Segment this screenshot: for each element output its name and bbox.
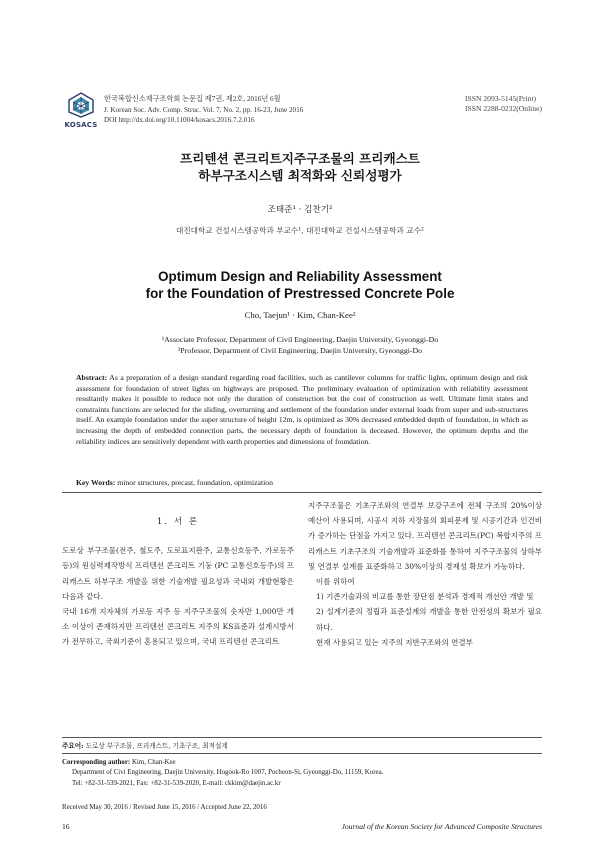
section-heading: 1. 서 론: [156, 517, 200, 527]
journal-citation-korean: 한국복합신소재구조학회 논문집 제7권, 제2호, 2016년 6월: [104, 95, 281, 103]
corresponding-label: Corresponding author:: [62, 759, 131, 766]
divider: [62, 737, 542, 738]
issn-print: ISSN 2093-5145(Print): [465, 94, 537, 103]
body-paragraph: 1) 기존기술과의 비교를 통한 장단점 분석과 경제적 개선안 개발 및: [316, 592, 534, 602]
body-paragraph: 이를 위하여: [316, 577, 355, 587]
body-paragraph: 2) 설계기준의 정립과 표준설계의 개발을 통한 안전성의 확보가 필요하다.: [316, 607, 542, 632]
logo-text: KOSACS: [64, 121, 98, 129]
divider: [62, 492, 542, 493]
body-paragraph: 도로상 부구조물(전주, 철도주, 도로표지판주, 교통신호등주, 가로등주 등)의 원심력제작방식 프리텐션 콘크리트 기둥 (PC 교통신호등주)의 프리캐스트 하부구조 개발을 위한 기술개발 필요성과 국내외 개발현황은 다음과 같다.: [62, 546, 294, 601]
doi-link[interactable]: DOI http://dx.doi.org/10.11004/kosacs.2016.7.2.016: [104, 116, 255, 125]
corresponding-address: Department of Civi Engineering, Daejin University, Hogook-Ro 1007, Pocheon-Si, Gyeonggi-Do, 11159, Korea.: [72, 769, 384, 777]
affiliation-line: ¹Associate Professor, Department of Civil Engineering, Daejin University, Gyeonggi-Do: [161, 335, 439, 344]
corresponding-name: Kim, Chan-Kee: [131, 759, 176, 766]
journal-citation: [104, 94, 303, 126]
issn-online: ISSN 2288-0232(Online): [465, 103, 542, 113]
body-paragraph: 국내 16개 지자체의 가로등 지주 등 지주구조물의 숫자만 1,000만 개소 이상이 존재하지만 프리텐션 콘크리트 지주의 KS표준과 설계시방서가 전무하고, 국외기준이 혼용되고 있으며, 국내 프리텐션 콘크리트: [62, 607, 294, 647]
keywords-text: minor structures, precast, foundation, optimization: [117, 478, 273, 487]
footer-journal-name: Journal of the Korean Society for Advanced Composite Structures: [341, 822, 542, 831]
corresponding-contact: Tel: +82-31-539-2021, Fax: +82-31-539-2020, E-mail: ckkim@daejin.ac.kr: [72, 779, 281, 787]
korean-authors: 조태준¹ · 김찬기²: [267, 205, 333, 215]
keywords-label: Key Words:: [76, 478, 116, 487]
keywords: [76, 478, 528, 487]
abstract: [76, 373, 528, 447]
journal-header: [62, 92, 542, 132]
received-dates: Received May 30, 2016 / Revised June 15, 2016 / Accepted June 22, 2016: [62, 804, 267, 811]
footnote-text: 도로상 부구조물, 프리캐스트, 기초구조, 최적설계: [85, 742, 228, 750]
english-title: [0, 268, 600, 302]
body-left-column: [62, 498, 294, 650]
korean-title: [0, 150, 600, 184]
society-emblem-icon: [67, 92, 95, 118]
kosacs-logo: [62, 92, 100, 132]
affiliation-line: ²Professor, Department of Civil Engineering, Daejin University, Gyeonggi-Do: [177, 346, 423, 355]
english-authors: Cho, Taejun¹ · Kim, Chan-Kee²: [244, 310, 356, 320]
abstract-label: Abstract:: [76, 373, 108, 382]
body-paragraph: 지주구조물은 기초구조와의 연결부 보강구조에 전체 구조의 20%이상 예산이 사용되며, 시공시 지하 지장물의 회피문제 및 시공기간과 인건비가 증가하는 단점을 가지고 있다. 프리텐션 콘크리트(PC) 복합지주의 프리캐스트 기초구조의 기술개발과 표준화를 통하여 지주구조물의 상하부 및 연결부 설계를 표준화하고 30%이상의 경제성 확보가 가능하다.: [308, 501, 542, 571]
abstract-text: As a preparation of a design standard regarding road facilities, such as cantilever columns for traffic lights, optimum design and risk assessment for foundation of street lights on highways are proposed. The preliminary evaluation of optimization with reliability assessment resultantly makes it possible to reduce not only the duration of construction but the cost of construction as well. Ultimate limit states and constraints functions are selected for the sliding, overturning and settlement of the foundation under external loads from super and sub-structures itself. An example foundation under the super structure of height 12m, is optimized as 30% decreased embedded depth of foundation, in which as increasing the depth of embedded connection parts, the necessary depth of foundation is deceased. However, the optimum depths and the reliability indices are sensitively dependent with earth properties and dimensions of foundation.: [76, 373, 528, 446]
body-right-column: [308, 498, 542, 650]
korean-affiliation: 대진대학교 건설시스템공학과 부교수¹, 대진대학교 건설시스템공학과 교수²: [176, 226, 424, 235]
page-number: 16: [62, 822, 70, 831]
body-paragraph: 현재 사용되고 있는 지주의 지반구조와의 연결부: [316, 637, 473, 647]
page-footer: [62, 822, 542, 834]
korean-title-line: 프리텐션 콘크리트지주구조물의 프리캐스트: [180, 151, 420, 166]
english-title-line: Optimum Design and Reliability Assessment: [158, 269, 442, 284]
issn-block: [465, 94, 542, 113]
english-affiliation: [0, 334, 600, 356]
corresponding-author: [62, 758, 542, 789]
footnote-label: 주요어:: [62, 742, 84, 750]
korean-title-line: 하부구조시스템 최적화와 신뢰성평가: [198, 168, 402, 183]
keywords-korean-footnote: [62, 740, 542, 750]
divider: [62, 753, 542, 754]
journal-citation-english: J. Korean Soc. Adv. Comp. Struc. Vol. 7, No. 2, pp. 16-23, June 2016: [104, 105, 304, 114]
english-title-line: for the Foundation of Prestressed Concrete Pole: [145, 286, 455, 301]
